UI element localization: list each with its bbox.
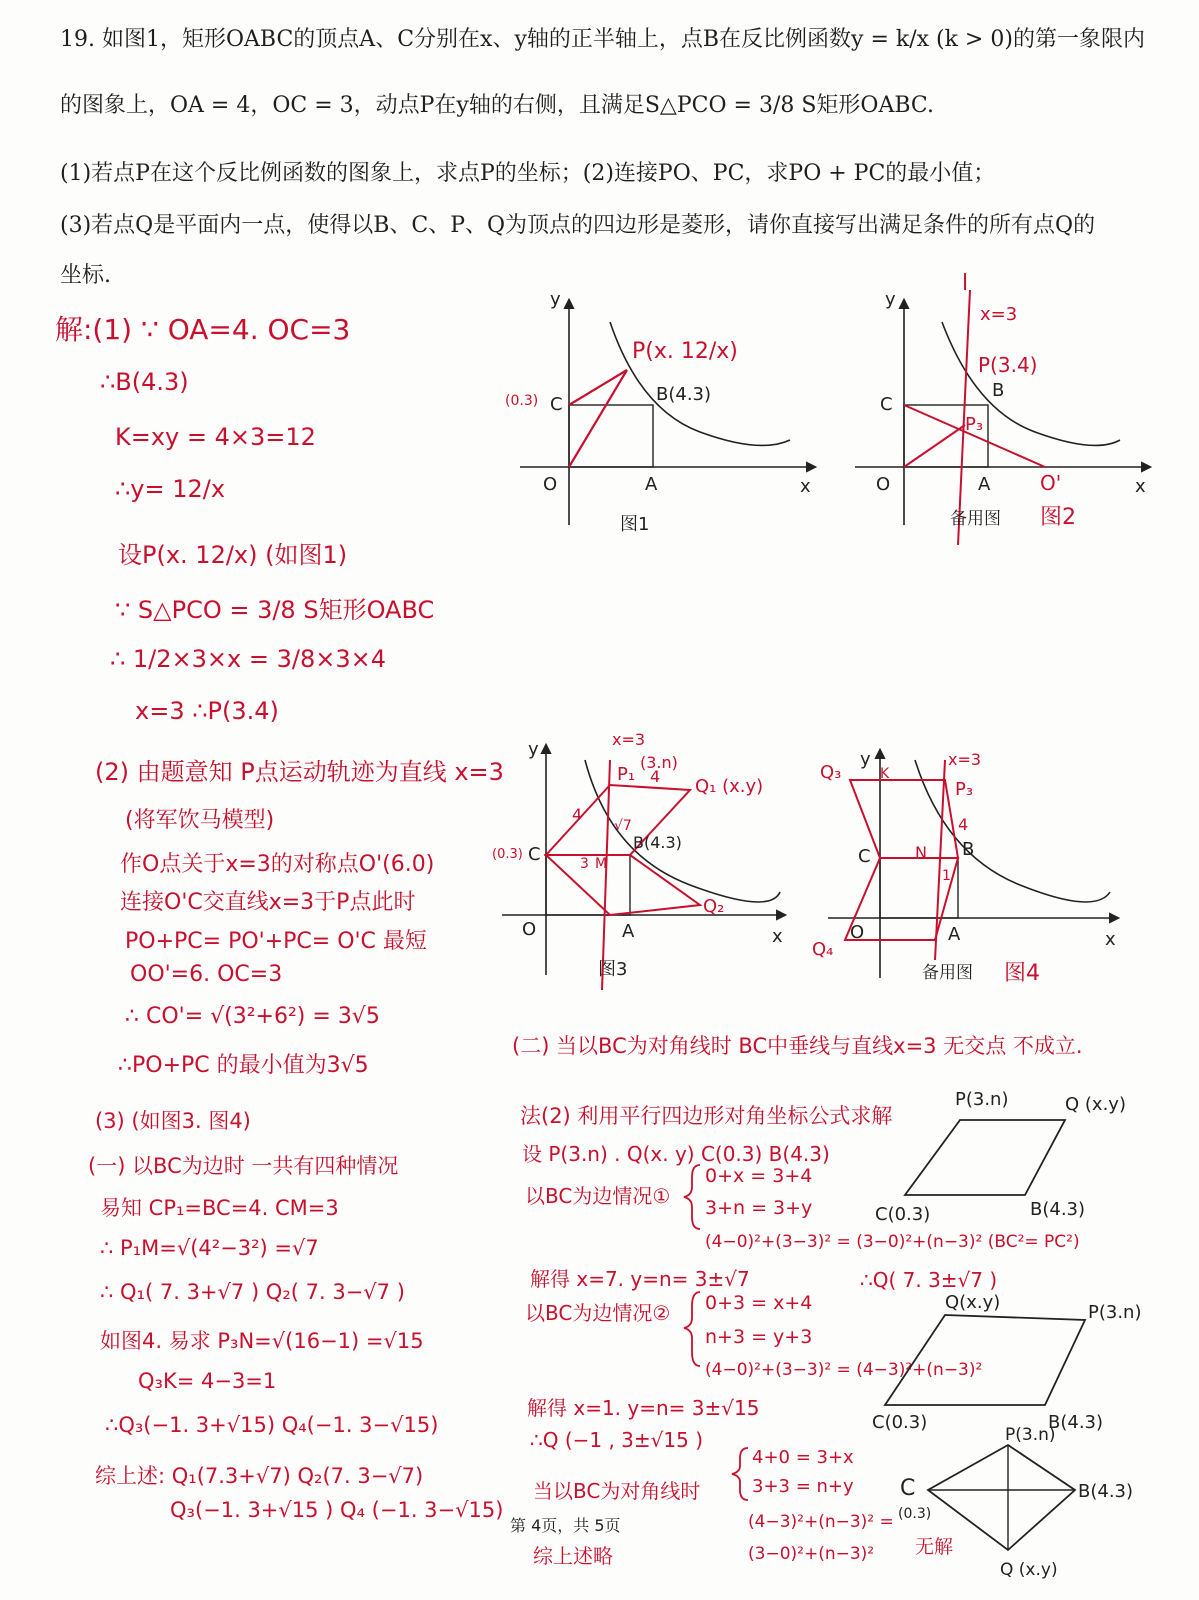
- C-coord: (0.3): [505, 393, 539, 409]
- case-a-eq: (4−0)²+(3−3)² = (3−0)²+(n−3)² (BC²= PC²): [705, 1232, 1080, 1252]
- side-4-top: 4: [650, 767, 661, 786]
- setup-text: 设 P(3.n) . Q(x. y) C(0.3) B(4.3): [522, 1142, 830, 1166]
- x-label: x: [800, 476, 811, 497]
- case-c-eq: (3−0)²+(n−3)²: [748, 1544, 875, 1564]
- sol2-line: OO'=6. OC=3: [130, 962, 283, 987]
- x3-label: x=3: [948, 750, 982, 769]
- M-label: M: [595, 856, 608, 872]
- fig4-caption: 备用图: [922, 963, 973, 983]
- Q-vertex: Q(x.y): [945, 1292, 1001, 1313]
- problem-line-4: (3)若点Q是平面内一点，使得以B、C、P、Q为顶点的四边形是菱形，请你直接写出满足条件的所有点Q的: [60, 213, 1096, 238]
- B-label: B(4.3): [656, 384, 712, 405]
- C-label: C: [858, 846, 871, 867]
- case2-text: (二) 当以BC为对角线时 BC中垂线与直线x=3 无交点 不成立.: [512, 1034, 1083, 1058]
- fig2-red-label: 图2: [1040, 505, 1076, 530]
- N-label: N: [915, 843, 927, 862]
- rectangle-OABC: [880, 858, 958, 918]
- sol2-line: ∴ CO'= √(3²+6²) = 3√5: [125, 1004, 380, 1029]
- case-a-sol: 解得 x=7. y=n= 3±√7: [530, 1267, 750, 1291]
- sol3-line: Q₃(−1. 3+√15 ) Q₄ (−1. 3−√15): [170, 1498, 504, 1522]
- fig4-red-label: 图4: [1004, 961, 1040, 986]
- C-label: C: [880, 394, 893, 415]
- sol1-line: 设P(x. 12/x) (如图1): [118, 541, 348, 569]
- C-vertex: C(0.3): [875, 1204, 931, 1225]
- y-label: y: [860, 749, 871, 770]
- origin-label: O: [850, 922, 865, 943]
- C-coord: (0.3): [898, 1506, 932, 1522]
- case-b-sol: 解得 x=1. y=n= 3±√15: [527, 1396, 760, 1420]
- sol3-line: Q₃K= 4−3=1: [138, 1369, 277, 1393]
- Q3-label: Q₃: [820, 762, 842, 783]
- sol1-line: x=3 ∴P(3.4): [135, 697, 279, 725]
- sol3-line: 易知 CP₁=BC=4. CM=3: [100, 1196, 339, 1220]
- side-4-left: 4: [572, 805, 583, 824]
- brace-c: [732, 1448, 748, 1500]
- P3n-label: (3.n): [640, 753, 678, 772]
- case-a-label: 以BC为边情况①: [525, 1184, 671, 1208]
- y-label: y: [550, 289, 561, 310]
- case-b-eq: (4−0)²+(3−3)² = (4−3)²+(n−3)²: [705, 1360, 983, 1380]
- x3-label: x=3: [980, 304, 1018, 325]
- A-label: A: [978, 474, 991, 495]
- sol3-line: (一) 以BC为边时 一共有四种情况: [88, 1154, 399, 1178]
- case-a-res: ∴Q( 7. 3±√7 ): [860, 1268, 998, 1292]
- line-x3: [602, 760, 610, 990]
- case-b-eq: 0+3 = x+4: [705, 1292, 813, 1314]
- Q2-label: Q₂: [703, 896, 725, 917]
- Q-vertex: Q (x.y): [1065, 1094, 1126, 1115]
- sol2-line: (将军饮马模型): [125, 808, 275, 833]
- fig3-caption: 图3: [598, 959, 628, 980]
- side-3: 3: [580, 856, 589, 872]
- segment-OP: [904, 425, 965, 467]
- case-c-eq: (4−3)²+(n−3)² =: [748, 1512, 894, 1532]
- brace-b: [684, 1292, 700, 1366]
- Q4-label: Q₄: [812, 939, 834, 960]
- sol3-line: 如图4. 易求 P₃N=√(16−1) =√15: [100, 1329, 424, 1353]
- sol2-line: (2) 由题意知 P点运动轨迹为直线 x=3: [95, 758, 504, 786]
- P34-label: P(3.4): [978, 353, 1038, 377]
- A-label: A: [622, 921, 635, 942]
- x3-label: x=3: [612, 730, 646, 749]
- problem-line-3: (1)若点P在这个反比例函数的图象上，求点P的坐标；(2)连接PO、PC，求PO + PC的最小值；: [60, 161, 996, 186]
- origin-label: O: [543, 474, 558, 495]
- x-label: x: [772, 926, 783, 947]
- origin-label: O: [522, 919, 537, 940]
- P-label: P(x. 12/x): [632, 339, 738, 364]
- P-vertex: P(3.n): [1088, 1302, 1142, 1323]
- sol2-line: 作O点关于x=3的对称点O'(6.0): [120, 852, 435, 877]
- B-vertex: B(4.3): [1078, 1481, 1134, 1502]
- A-label: A: [948, 924, 961, 945]
- brace-a: [684, 1165, 700, 1229]
- parallelogram-sketch-2: [872, 1292, 1141, 1433]
- rhombus-sketch: [898, 1425, 1133, 1580]
- sol1-line: K=xy = 4×3=12: [115, 423, 316, 451]
- case-b-eq: n+3 = y+3: [705, 1326, 813, 1348]
- C-vertex: C(0.3): [872, 1412, 928, 1433]
- figure-1: [505, 289, 815, 535]
- C-vertex: C: [900, 1476, 916, 1501]
- case-a-eq: 3+n = 3+y: [705, 1197, 813, 1219]
- O-prime-label: O': [1040, 471, 1062, 495]
- sol2-line: 连接O'C交直线x=3于P点此时: [120, 890, 416, 915]
- B-label: B: [992, 380, 1005, 401]
- sol1-line: ∵ S△PCO = 3/8 S矩形OABC: [115, 596, 435, 624]
- method2-text: 法(2) 利用平行四边形对角坐标公式求解: [520, 1104, 893, 1128]
- sol3-line: ∴ Q₁( 7. 3+√7 ) Q₂( 7. 3−√7 ): [100, 1280, 405, 1304]
- parallelogram-shape: [905, 1120, 1065, 1195]
- figure-4: [812, 749, 1118, 986]
- P3-label: P₃: [955, 779, 974, 800]
- side-1: 1: [942, 868, 951, 884]
- side-4: 4: [958, 815, 969, 834]
- sol1-line: 解:(1) ∵ OA=4. OC=3: [55, 313, 351, 346]
- B-label: B: [962, 839, 975, 860]
- sol2-line: PO+PC= PO'+PC= O'C 最短: [125, 929, 427, 954]
- problem-line-1: 19. 如图1，矩形OABC的顶点A、C分别在x、y轴的正半轴上，点B在反比例函数y = k/x (k > 0)的第一象限内: [60, 27, 1145, 52]
- sol3-line: 综上述: Q₁(7.3+√7) Q₂(7. 3−√7): [95, 1464, 424, 1488]
- B-label: B(4.3): [633, 833, 682, 852]
- Q1-label: Q₁ (x.y): [695, 776, 764, 797]
- l-label: l: [962, 271, 969, 296]
- origin-label: O: [876, 474, 891, 495]
- fig1-caption: 图1: [620, 514, 650, 535]
- C-label: C: [528, 844, 541, 865]
- sol3-line: (3) (如图3. 图4): [95, 1109, 251, 1133]
- P-point-label: P₃: [965, 414, 984, 435]
- P1-label: P₁: [617, 764, 636, 785]
- fig2-caption: 备用图: [950, 509, 1001, 529]
- sol3-line: ∴ P₁M=√(4²−3²) =√7: [100, 1236, 319, 1260]
- C-coord: (0.3): [492, 847, 523, 862]
- rhombus-2: [546, 855, 700, 915]
- page-footer: 第 4页，共 5页: [510, 1516, 621, 1535]
- line-x3: [935, 760, 945, 960]
- summary-text: 综上述略: [533, 1544, 613, 1568]
- B-vertex: B(4.3): [1030, 1199, 1086, 1220]
- case-c-label: 当以BC为对角线时: [533, 1479, 701, 1503]
- A-label: A: [645, 474, 658, 495]
- K-label: K: [880, 766, 890, 782]
- triangle-PCO: [569, 370, 627, 467]
- case-a-eq: 0+x = 3+4: [705, 1165, 813, 1187]
- problem-line-2: 的图象上，OA = 4，OC = 3，动点P在y轴的右侧，且满足S△PCO = 3/8 S矩形OABC.: [60, 93, 934, 118]
- P-vertex: P(3.n): [955, 1089, 1009, 1110]
- case-c-eq: 4+0 = 3+x: [752, 1447, 854, 1468]
- rectangle-OABC: [569, 405, 653, 467]
- case-b-res: ∴Q (−1 , 3±√15 ): [530, 1428, 704, 1452]
- case-c-res: 无解: [915, 1536, 954, 1558]
- case-b-label: 以BC为边情况②: [525, 1301, 671, 1325]
- y-label: y: [885, 289, 896, 310]
- x-label: x: [1105, 929, 1116, 950]
- parallelogram-sketch-1: [875, 1089, 1126, 1225]
- sol3-line: ∴Q₃(−1. 3+√15) Q₄(−1. 3−√15): [105, 1413, 439, 1437]
- sol1-line: ∴y= 12/x: [115, 475, 226, 503]
- P-vertex: P(3.n): [1005, 1425, 1056, 1445]
- Q-vertex: Q (x.y): [1000, 1560, 1058, 1580]
- sol1-line: ∴ 1/2×3×x = 3/8×3×4: [110, 645, 386, 673]
- sqrt7-label: √7: [614, 818, 632, 834]
- parallelogram-shape: [885, 1315, 1085, 1405]
- C-label: C: [550, 394, 563, 415]
- case-c-eq: 3+3 = n+y: [752, 1476, 854, 1497]
- figure-2: [855, 271, 1150, 545]
- sol1-line: ∴B(4.3): [100, 368, 189, 396]
- problem-line-5: 坐标.: [60, 263, 111, 288]
- rhombus-shape: [928, 1445, 1075, 1550]
- x-label: x: [1135, 476, 1146, 497]
- y-label: y: [528, 739, 539, 760]
- figure-3: [492, 730, 785, 990]
- B-vertex: B(4.3): [1048, 1412, 1104, 1433]
- sol2-line: ∴PO+PC 的最小值为3√5: [118, 1053, 369, 1078]
